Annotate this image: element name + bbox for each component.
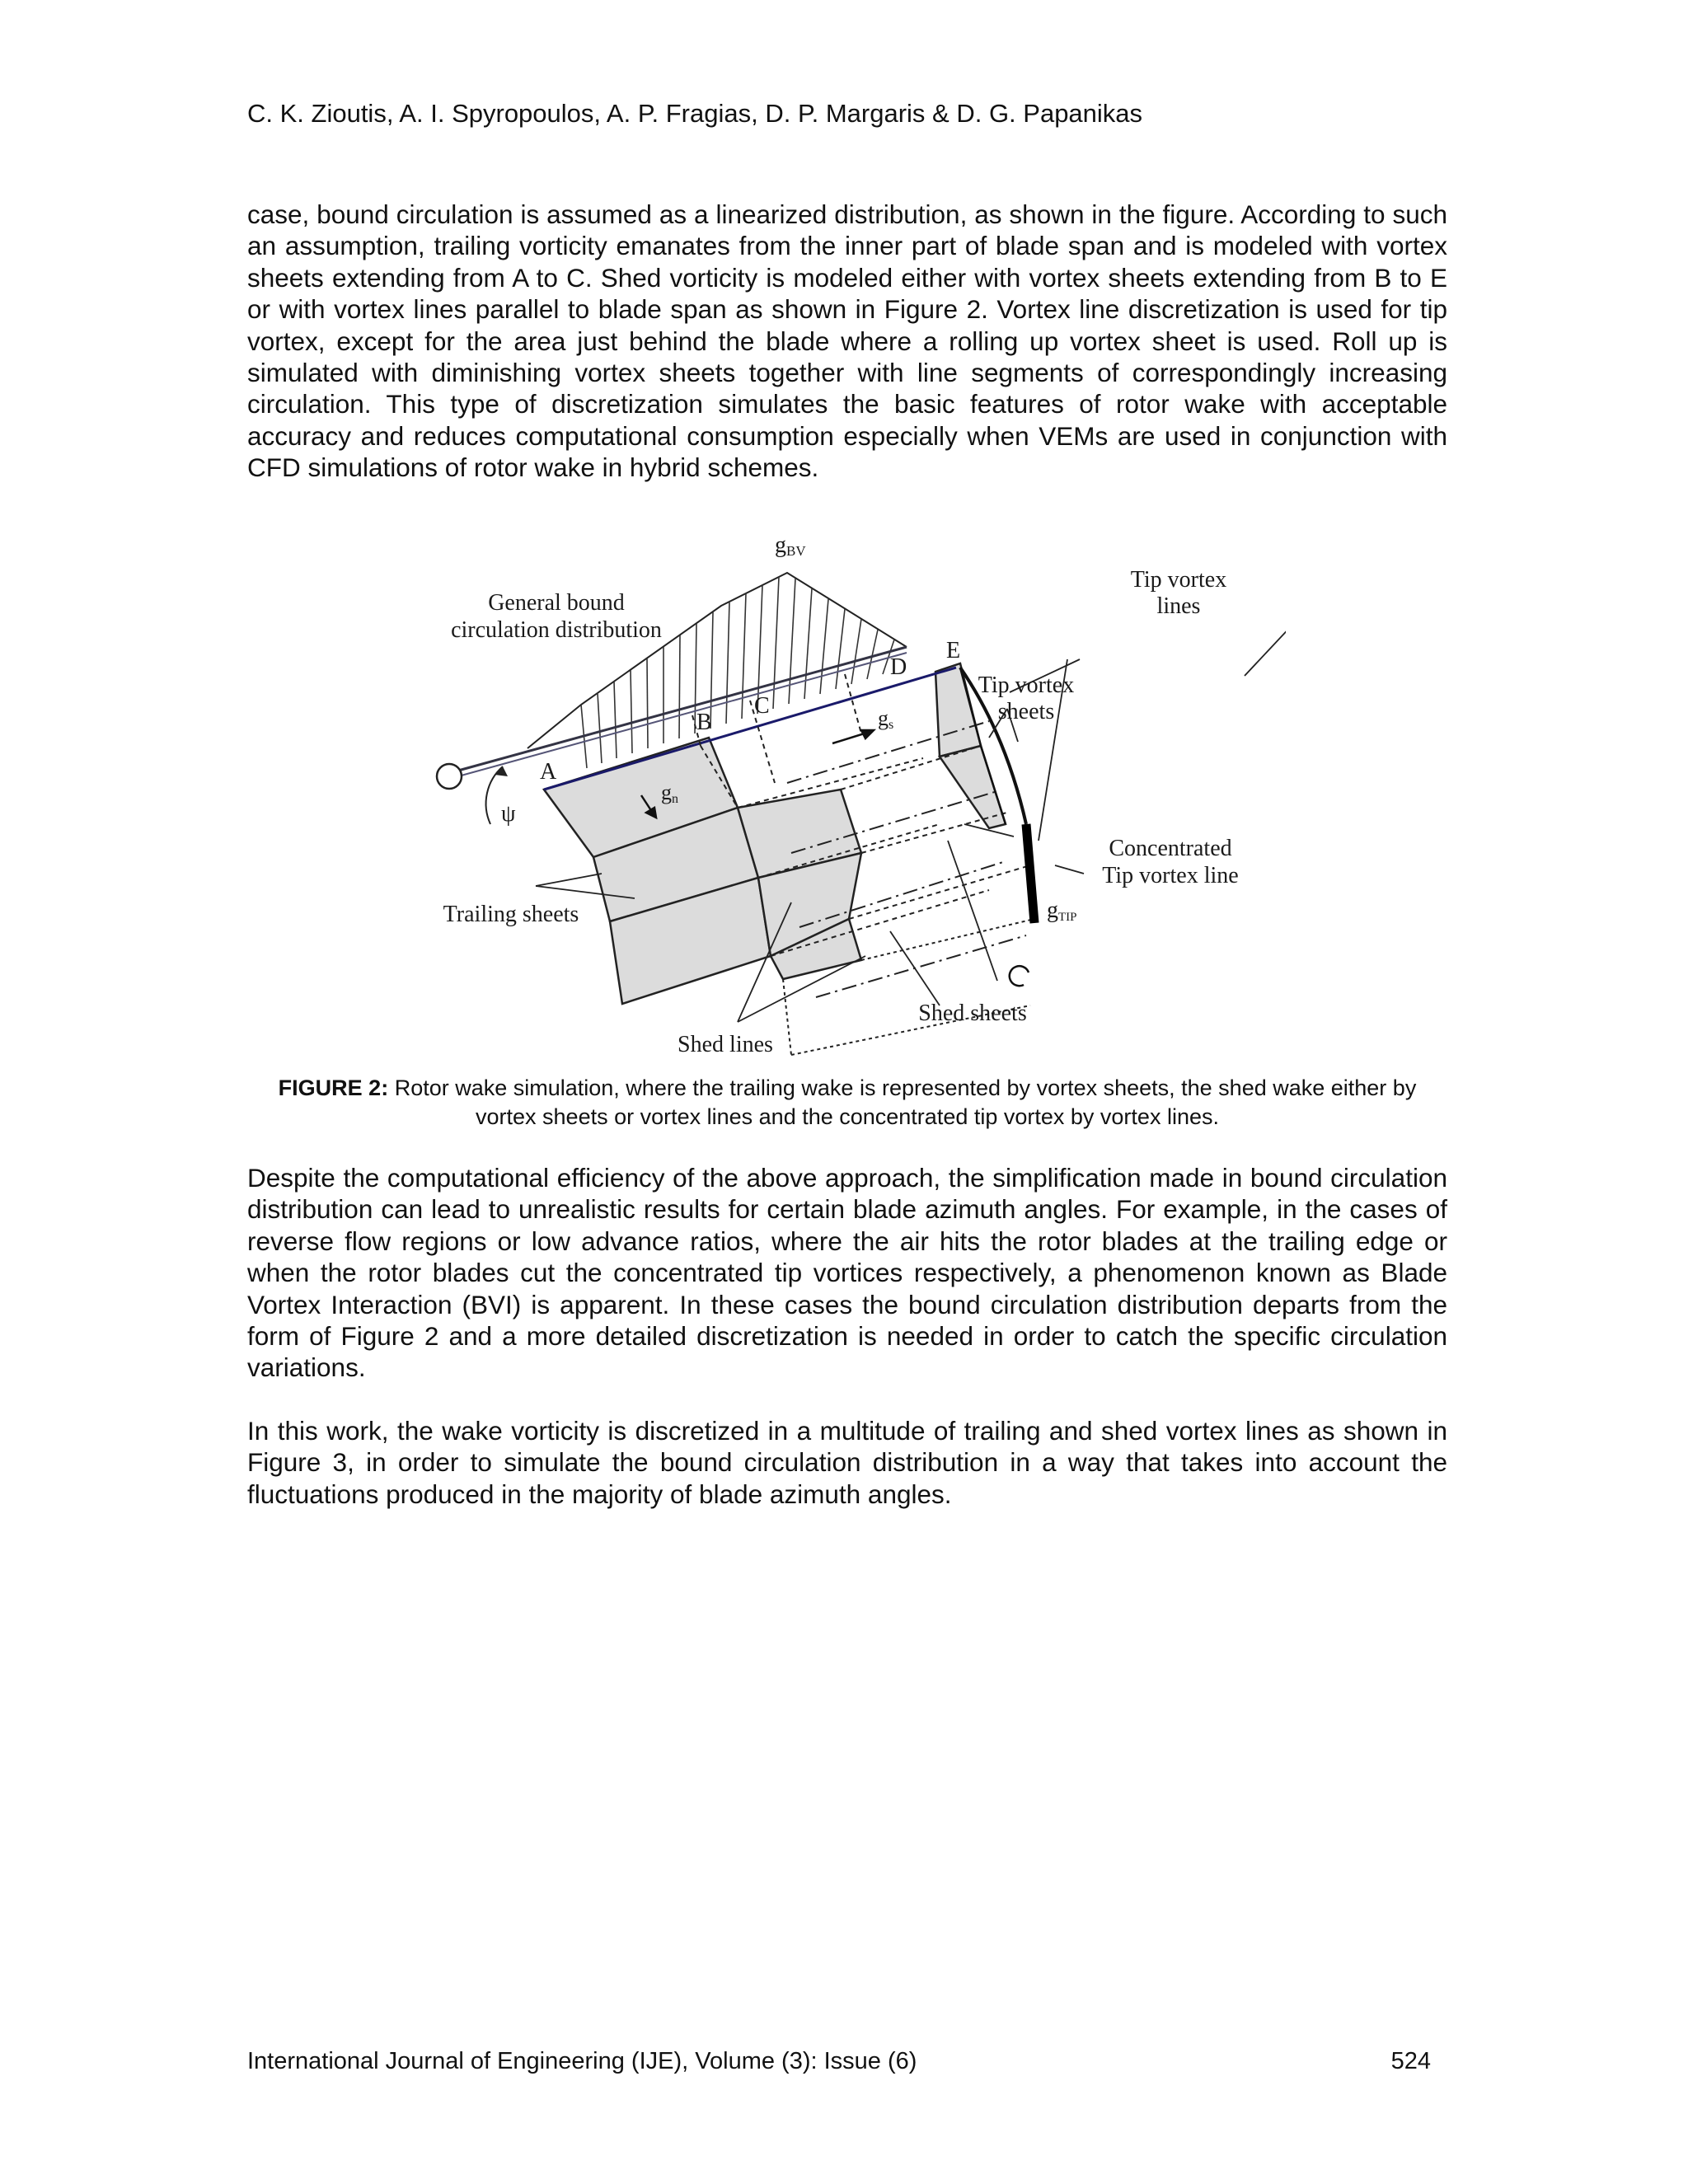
label-point-b: B: [696, 710, 712, 735]
body-paragraph-1: case, bound circulation is assumed as a linearized distribution, as shown in the figure. According to such an assumption, trailing vorticity emanates from the inner part of blade span and is modeled with vortex sheets extending from A to C. Shed vorticity is modeled either with vortex sheets extending from B to E or with vortex lines parallel to blade span as shown in Figure 2. Vortex line discretization is used for tip vortex, except for the area just behind the blade where a rolling up vortex sheet is used. Roll up is simulated with diminishing vortex sheets together with line segments of correspondingly increasing circulation. This type of discretization simulates the basic features of rotor wake with acceptable accuracy and reduces computational consumption especially when VEMs are used in conjunction with CFD simulations of rotor wake in hybrid schemes.: [247, 199, 1447, 483]
label-concentrated-1: Concentrated: [1109, 836, 1232, 861]
body-paragraph-2: Despite the computational efficiency of the above approach, the simplification made in bound circulation distribution can lead to unrealistic results for certain blade azimuth angles. For example, in the cases of reverse flow regions or low advance ratios, where the air hits the rotor blades at the trailing edge or when the rotor blades cut the concentrated tip vortices respectively, a phenomenon known as Blade Vortex Interaction (BVI) is apparent. In these cases the bound circulation distribution departs from the form of Figure 2 and a more detailed discretization is needed in order to catch the specific circulation variations.: [247, 1163, 1447, 1383]
label-tip-vortex-lines-2: lines: [1156, 593, 1201, 619]
footer-page-number: 524: [1390, 2048, 1431, 2074]
label-point-c: C: [754, 693, 770, 719]
label-general-bound-2: circulation distribution: [451, 617, 662, 643]
label-gtip: gTIP: [1047, 898, 1077, 924]
figure-caption: [247, 1074, 1447, 1132]
label-point-e: E: [946, 638, 961, 663]
running-header-authors: C. K. Zioutis, A. I. Spyropoulos, A. P. Fragias, D. P. Margaris & D. G. Papanikas: [247, 99, 1143, 128]
label-trailing-sheets: Trailing sheets: [443, 902, 579, 927]
footer-journal-info: International Journal of Engineering (IJE), Volume (3): Issue (6): [247, 2048, 917, 2074]
label-gn: gn: [661, 780, 678, 806]
caption-label: FIGURE 2:: [278, 1076, 389, 1100]
label-point-a: A: [540, 759, 557, 785]
label-tip-vortex-sheets-2: sheets: [997, 699, 1055, 724]
rotor-wake-svg: [412, 527, 1286, 1071]
trailing-sheets-shading: [544, 663, 1006, 1004]
label-gbv: gBV: [775, 532, 806, 559]
label-concentrated-2: Tip vortex line: [1102, 863, 1239, 888]
label-general-bound-1: General bound: [488, 590, 625, 616]
label-psi: ψ: [501, 801, 516, 827]
label-shed-lines: Shed lines: [678, 1032, 773, 1057]
body-paragraph-3: In this work, the wake vorticity is discretized in a multitude of trailing and shed vortex lines as shown in Figure 3, in order to simulate the bound circulation distribution in a way that takes into account the fluctuations produced in the majority of blade azimuth angles.: [247, 1416, 1447, 1509]
figure-2-rotor-wake-diagram: [412, 527, 1286, 1071]
caption-text: Rotor wake simulation, where the trailing wake is represented by vortex sheets, the shed wake either by vortex sheets or vortex lines and the concentrated tip vortex by vortex lines.: [388, 1076, 1417, 1129]
label-tip-vortex-lines-1: Tip vortex: [1130, 567, 1227, 593]
label-gs: gs: [878, 706, 894, 732]
label-point-d: D: [890, 654, 907, 680]
label-tip-vortex-sheets-1: Tip vortex: [978, 673, 1075, 698]
label-shed-sheets: Shed sheets: [918, 1001, 1027, 1026]
rotor-hub: [437, 764, 462, 789]
